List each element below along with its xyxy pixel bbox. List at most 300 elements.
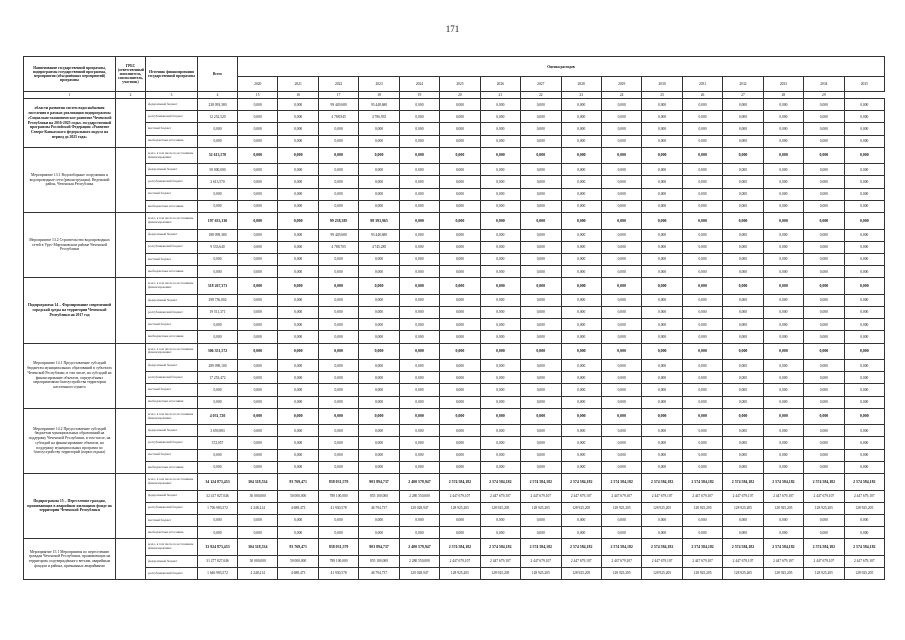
year-amount-cell: 0,000: [682, 514, 722, 526]
year-amount-cell: 0,000: [480, 449, 520, 461]
year-amount-cell: 0,000: [521, 408, 561, 425]
grbs-cell: [116, 343, 146, 408]
year-amount-cell: 0,000: [763, 514, 803, 526]
header-year: 2025: [440, 77, 480, 92]
year-amount-cell: 0,000: [561, 514, 601, 526]
year-amount-cell: 0,000: [804, 294, 844, 306]
funding-source-cell: республиканский бюджет: [146, 567, 198, 579]
year-amount-cell: 0,000: [278, 437, 318, 449]
year-amount-cell: 2 280 550,000: [399, 555, 439, 567]
table-row: [24, 229, 885, 241]
year-amount-cell: 838 031,579: [318, 474, 358, 491]
year-amount-cell: 0,000: [440, 449, 480, 461]
year-amount-cell: 0,000: [238, 253, 278, 265]
year-amount-cell: 2 447 679,107: [682, 555, 722, 567]
year-amount-cell: 0,000: [359, 360, 399, 372]
year-amount-cell: 0,000: [561, 343, 601, 360]
program-name-cell: Мероприятие 14.2 Предоставление субсидий бюджетам муниципальных образований на поддержку Чеченской Республики, в том числе, на субсидий на финансирование объектов, на поддержку муниципальных программ по благоустройству территорий (парки отдыха): [24, 408, 116, 473]
year-amount-cell: 0,000: [763, 408, 803, 425]
year-amount-cell: 2 447 679,107: [844, 555, 884, 567]
funding-source-cell: всего, в том числе по источникам финансирования:: [146, 278, 198, 295]
year-amount-cell: 0,000: [642, 241, 682, 253]
year-amount-cell: 0,000: [763, 135, 803, 147]
year-amount-cell: 0,000: [440, 306, 480, 318]
year-amount-cell: 0,000: [238, 176, 278, 188]
year-amount-cell: 128 925,205: [601, 567, 641, 579]
total-amount-cell: 306 351,572: [198, 343, 238, 360]
year-amount-cell: 0,000: [642, 147, 682, 164]
year-amount-cell: 0,000: [642, 319, 682, 331]
grbs-cell: [116, 213, 146, 278]
year-amount-cell: 0,000: [642, 188, 682, 200]
year-amount-cell: 0,000: [682, 99, 722, 111]
column-index-cell: 15: [238, 92, 278, 99]
year-amount-cell: 2 574 584,182: [723, 539, 763, 556]
year-amount-cell: 2 248,214: [238, 567, 278, 579]
year-amount-cell: 0,000: [318, 123, 358, 135]
year-amount-cell: 0,000: [682, 360, 722, 372]
year-amount-cell: 0,000: [521, 241, 561, 253]
year-amount-cell: 0,000: [682, 147, 722, 164]
year-amount-cell: 0,000: [561, 123, 601, 135]
year-amount-cell: 0,000: [642, 360, 682, 372]
year-amount-cell: 2 574 584,182: [480, 539, 520, 556]
total-amount-cell: 1 646 983,572: [198, 567, 238, 579]
year-amount-cell: 0,000: [844, 278, 884, 295]
year-amount-cell: 0,000: [399, 188, 439, 200]
year-amount-cell: 0,000: [278, 527, 318, 539]
table-row: [24, 474, 885, 491]
year-amount-cell: 0,000: [318, 372, 358, 384]
year-amount-cell: 0,000: [440, 396, 480, 408]
year-amount-cell: 2 574 584,182: [521, 539, 561, 556]
table-row: [24, 213, 885, 230]
column-index-cell: 24: [601, 92, 641, 99]
year-amount-cell: 0,000: [763, 372, 803, 384]
year-amount-cell: 0,000: [844, 331, 884, 343]
year-amount-cell: 0,000: [278, 135, 318, 147]
year-amount-cell: 0,000: [763, 331, 803, 343]
total-amount-cell: 289 098,100: [198, 360, 238, 372]
year-amount-cell: 0,000: [238, 437, 278, 449]
program-name-cell: Подпрограмма 15 – Переселение граждан, проживающих в аварийном жилищном фонде на территории Чеченской Республики: [24, 474, 116, 539]
year-amount-cell: 0,000: [399, 278, 439, 295]
total-amount-cell: 0,000: [198, 461, 238, 473]
year-amount-cell: 0,000: [561, 135, 601, 147]
year-amount-cell: 0,000: [238, 331, 278, 343]
year-amount-cell: 0,000: [723, 123, 763, 135]
year-amount-cell: 0,000: [480, 437, 520, 449]
column-index-cell: 25: [642, 92, 682, 99]
header-year: 2020: [238, 77, 278, 92]
year-amount-cell: 128 925,205: [440, 502, 480, 514]
total-amount-cell: 4 031,720: [198, 408, 238, 425]
year-amount-cell: 0,000: [318, 306, 358, 318]
year-amount-cell: 2 574 584,182: [642, 474, 682, 491]
year-amount-cell: 50 000,000: [278, 490, 318, 502]
year-amount-cell: 2 574 584,182: [682, 474, 722, 491]
year-amount-cell: 0,000: [642, 425, 682, 437]
year-amount-cell: 0,000: [642, 449, 682, 461]
funding-source-cell: федеральный бюджет: [146, 164, 198, 176]
funding-source-cell: внебюджетные источники: [146, 396, 198, 408]
year-amount-cell: 0,000: [844, 437, 884, 449]
year-amount-cell: 0,000: [440, 527, 480, 539]
year-amount-cell: 0,000: [723, 188, 763, 200]
year-amount-cell: 0,000: [642, 437, 682, 449]
total-amount-cell: 188 099,380: [198, 229, 238, 241]
table-row: [24, 319, 885, 331]
year-amount-cell: 0,000: [359, 200, 399, 212]
year-amount-cell: 0,000: [804, 527, 844, 539]
year-amount-cell: 0,000: [561, 527, 601, 539]
year-amount-cell: 0,000: [682, 188, 722, 200]
year-amount-cell: 2 447 679,107: [763, 555, 803, 567]
year-amount-cell: 0,000: [480, 408, 520, 425]
year-amount-cell: 0,000: [804, 437, 844, 449]
year-amount-cell: 0,000: [763, 266, 803, 278]
year-amount-cell: 0,000: [763, 425, 803, 437]
year-amount-cell: 0,000: [763, 396, 803, 408]
year-amount-cell: 0,000: [642, 111, 682, 123]
year-amount-cell: 0,000: [682, 123, 722, 135]
year-amount-cell: 0,000: [278, 266, 318, 278]
year-amount-cell: 0,000: [642, 527, 682, 539]
year-amount-cell: 0,000: [318, 319, 358, 331]
year-amount-cell: 0,000: [561, 437, 601, 449]
year-amount-cell: 0,000: [844, 213, 884, 230]
year-amount-cell: 0,000: [278, 360, 318, 372]
year-amount-cell: 0,000: [844, 527, 884, 539]
table-row: [24, 555, 885, 567]
year-amount-cell: 0,000: [318, 176, 358, 188]
year-amount-cell: 0,000: [238, 99, 278, 111]
year-amount-cell: 2 574 584,182: [440, 474, 480, 491]
page-number: 171: [445, 24, 460, 34]
grbs-cell: [116, 474, 146, 539]
header-expense-group: Оценка расходов: [238, 57, 885, 77]
year-amount-cell: 0,000: [359, 135, 399, 147]
year-amount-cell: 0,000: [278, 372, 318, 384]
year-amount-cell: 0,000: [601, 449, 641, 461]
year-amount-cell: 128 925,205: [763, 502, 803, 514]
year-amount-cell: 0,000: [642, 278, 682, 295]
year-amount-cell: 0,000: [318, 396, 358, 408]
column-index-cell: 26: [682, 92, 722, 99]
year-amount-cell: 30 000,000: [238, 555, 278, 567]
year-amount-cell: 0,000: [601, 306, 641, 318]
year-amount-cell: 0,000: [723, 437, 763, 449]
year-amount-cell: 0,000: [601, 135, 641, 147]
year-amount-cell: 0,000: [601, 384, 641, 396]
year-amount-cell: 0,000: [642, 229, 682, 241]
total-amount-cell: 50 000,000: [198, 164, 238, 176]
year-amount-cell: 0,000: [844, 360, 884, 372]
table-row: [24, 461, 885, 473]
year-amount-cell: 0,000: [278, 188, 318, 200]
year-amount-cell: 0,000: [238, 319, 278, 331]
year-amount-cell: 0,000: [359, 278, 399, 295]
year-amount-cell: 0,000: [763, 253, 803, 265]
funding-source-cell: всего, в том числе по источникам финансирования:: [146, 539, 198, 556]
year-amount-cell: 0,000: [399, 437, 439, 449]
funding-source-cell: местный бюджет: [146, 384, 198, 396]
header-grbs: ГРБС (ответственный исполнитель, соисполнитель, участник): [116, 57, 146, 92]
year-amount-cell: 0,000: [561, 253, 601, 265]
year-amount-cell: 0,000: [682, 241, 722, 253]
year-amount-cell: 0,000: [480, 135, 520, 147]
year-amount-cell: 0,000: [763, 306, 803, 318]
total-amount-cell: 33 924 873,453: [198, 539, 238, 556]
year-amount-cell: 0,000: [480, 294, 520, 306]
year-amount-cell: 0,000: [521, 437, 561, 449]
year-amount-cell: 2 574 584,182: [763, 474, 803, 491]
year-amount-cell: 2 447 679,107: [561, 490, 601, 502]
year-amount-cell: 0,000: [642, 294, 682, 306]
year-amount-cell: 128 925,205: [480, 567, 520, 579]
year-amount-cell: 128 925,205: [601, 502, 641, 514]
year-amount-cell: 128 925,205: [763, 567, 803, 579]
year-amount-cell: 0,000: [601, 343, 641, 360]
year-amount-cell: 0,000: [642, 176, 682, 188]
year-amount-cell: 2 574 584,182: [682, 539, 722, 556]
year-amount-cell: 0,000: [561, 164, 601, 176]
year-amount-cell: 0,000: [601, 331, 641, 343]
total-amount-cell: 298 756,002: [198, 294, 238, 306]
year-amount-cell: 0,000: [763, 384, 803, 396]
total-amount-cell: 0,000: [198, 331, 238, 343]
year-amount-cell: 0,000: [682, 294, 722, 306]
year-amount-cell: 128 925,205: [521, 502, 561, 514]
year-amount-cell: 2 447 679,107: [521, 555, 561, 567]
year-amount-cell: 4 688,473: [278, 502, 318, 514]
year-amount-cell: 0,000: [238, 461, 278, 473]
year-amount-cell: 0,000: [844, 111, 884, 123]
year-amount-cell: 0,000: [601, 425, 641, 437]
year-amount-cell: 838 031,579: [318, 539, 358, 556]
year-amount-cell: 0,000: [844, 449, 884, 461]
column-index-cell: 18: [359, 92, 399, 99]
year-amount-cell: 0,000: [561, 266, 601, 278]
total-amount-cell: 0,000: [198, 266, 238, 278]
year-amount-cell: 0,000: [278, 111, 318, 123]
funding-source-cell: федеральный бюджет: [146, 99, 198, 111]
year-amount-cell: 0,000: [763, 164, 803, 176]
year-amount-cell: 0,000: [844, 514, 884, 526]
funding-source-cell: местный бюджет: [146, 123, 198, 135]
year-amount-cell: 0,000: [318, 343, 358, 360]
year-amount-cell: 0,000: [480, 99, 520, 111]
year-amount-cell: 0,000: [844, 99, 884, 111]
year-amount-cell: 0,000: [238, 372, 278, 384]
year-amount-cell: 0,000: [844, 461, 884, 473]
year-amount-cell: 4 788,945: [318, 111, 358, 123]
year-amount-cell: 0,000: [278, 449, 318, 461]
year-amount-cell: 0,000: [238, 278, 278, 295]
table-body: [24, 92, 885, 580]
year-amount-cell: 0,000: [399, 461, 439, 473]
year-amount-cell: 0,000: [601, 241, 641, 253]
year-amount-cell: 0,000: [561, 213, 601, 230]
header-year: 2024: [399, 77, 439, 92]
year-amount-cell: 0,000: [804, 319, 844, 331]
year-amount-cell: 0,000: [521, 461, 561, 473]
year-amount-cell: 0,000: [682, 384, 722, 396]
year-amount-cell: 0,000: [601, 176, 641, 188]
year-amount-cell: 2 248,214: [238, 502, 278, 514]
year-amount-cell: 0,000: [359, 396, 399, 408]
total-amount-cell: 12 252,520: [198, 111, 238, 123]
funding-source-cell: федеральный бюджет: [146, 294, 198, 306]
total-amount-cell: 34 124 873,453: [198, 474, 238, 491]
year-amount-cell: 120 028,947: [399, 567, 439, 579]
year-amount-cell: 0,000: [278, 164, 318, 176]
year-amount-cell: 0,000: [359, 331, 399, 343]
total-amount-cell: 52 613,570: [198, 147, 238, 164]
table-row: [24, 176, 885, 188]
year-amount-cell: 0,000: [601, 319, 641, 331]
header-year: 2035: [844, 77, 884, 92]
year-amount-cell: 0,000: [440, 176, 480, 188]
year-amount-cell: 0,000: [763, 111, 803, 123]
funding-source-cell: внебюджетные источники: [146, 135, 198, 147]
year-amount-cell: 0,000: [844, 241, 884, 253]
year-amount-cell: 0,000: [844, 266, 884, 278]
year-amount-cell: 0,000: [318, 360, 358, 372]
year-amount-cell: 0,000: [238, 213, 278, 230]
year-amount-cell: 0,000: [723, 408, 763, 425]
year-amount-cell: 41 930,578: [318, 567, 358, 579]
total-amount-cell: 372,057: [198, 437, 238, 449]
funding-source-cell: республиканский бюджет: [146, 176, 198, 188]
year-amount-cell: 0,000: [480, 461, 520, 473]
year-amount-cell: 0,000: [359, 408, 399, 425]
year-amount-cell: 2 574 584,182: [642, 539, 682, 556]
year-amount-cell: 903 894,737: [359, 474, 399, 491]
table-row: [24, 408, 885, 425]
year-amount-cell: 0,000: [682, 135, 722, 147]
year-amount-cell: 0,000: [763, 461, 803, 473]
year-amount-cell: 0,000: [763, 449, 803, 461]
year-amount-cell: 0,000: [521, 147, 561, 164]
year-amount-cell: 0,000: [238, 164, 278, 176]
year-amount-cell: 0,000: [278, 200, 318, 212]
year-amount-cell: 0,000: [318, 527, 358, 539]
year-amount-cell: 0,000: [399, 147, 439, 164]
year-amount-cell: 0,000: [521, 331, 561, 343]
year-amount-cell: 0,000: [440, 319, 480, 331]
funding-source-cell: федеральный бюджет: [146, 425, 198, 437]
year-amount-cell: 0,000: [682, 425, 722, 437]
year-amount-cell: 0,000: [359, 384, 399, 396]
program-name-cell: области развития систем водоснабжения поселения в рамках реализации подпрограммы «Социально-экономическое развитие Чеченской Республики на 2016-2025 годы» государственной программы Российской Федерации «Развитие Северо-Кавказского федерального округа на период до 2025 года»: [24, 99, 116, 148]
header-year: 2023: [359, 77, 399, 92]
table-row: [24, 294, 885, 306]
year-amount-cell: 0,000: [601, 147, 641, 164]
year-amount-cell: 0,000: [763, 200, 803, 212]
year-amount-cell: 0,000: [682, 266, 722, 278]
year-amount-cell: 0,000: [682, 449, 722, 461]
year-amount-cell: 0,000: [480, 266, 520, 278]
year-amount-cell: 0,000: [723, 384, 763, 396]
year-amount-cell: 0,000: [844, 176, 884, 188]
year-amount-cell: 0,000: [399, 360, 439, 372]
year-amount-cell: 2 574 584,182: [763, 539, 803, 556]
year-amount-cell: 0,000: [238, 306, 278, 318]
year-amount-cell: 0,000: [440, 425, 480, 437]
year-amount-cell: 0,000: [844, 425, 884, 437]
total-amount-cell: 1 706 983,572: [198, 502, 238, 514]
year-amount-cell: 0,000: [359, 188, 399, 200]
year-amount-cell: 0,000: [723, 278, 763, 295]
year-amount-cell: 0,000: [723, 147, 763, 164]
year-amount-cell: 2 447 679,107: [521, 490, 561, 502]
year-amount-cell: 0,000: [440, 384, 480, 396]
year-amount-cell: 0,000: [399, 343, 439, 360]
year-amount-cell: 0,000: [318, 331, 358, 343]
year-amount-cell: 0,000: [804, 229, 844, 241]
year-amount-cell: 0,000: [399, 396, 439, 408]
year-amount-cell: 0,000: [642, 99, 682, 111]
year-amount-cell: 0,000: [844, 408, 884, 425]
year-amount-cell: 0,000: [399, 123, 439, 135]
funding-source-cell: внебюджетные источники: [146, 461, 198, 473]
year-amount-cell: 0,000: [318, 408, 358, 425]
year-amount-cell: 0,000: [278, 213, 318, 230]
year-amount-cell: 0,000: [723, 253, 763, 265]
year-amount-cell: 128 925,205: [723, 567, 763, 579]
year-amount-cell: 0,000: [844, 343, 884, 360]
year-amount-cell: 0,000: [723, 372, 763, 384]
table-row: [24, 539, 885, 556]
year-amount-cell: 0,000: [359, 527, 399, 539]
program-name-cell: Мероприятие 13.1 Водозаборные сооружения и водопроводные сети (реконструкция). Веденский район, Чеченская Республика: [24, 147, 116, 212]
column-index-cell: 2: [116, 92, 146, 99]
funding-source-cell: местный бюджет: [146, 514, 198, 526]
year-amount-cell: 0,000: [318, 147, 358, 164]
year-amount-cell: 0,000: [440, 135, 480, 147]
year-amount-cell: 0,000: [682, 319, 722, 331]
year-amount-cell: 0,000: [318, 164, 358, 176]
year-amount-cell: 2 447 679,107: [601, 490, 641, 502]
year-amount-cell: 0,000: [238, 384, 278, 396]
year-amount-cell: 2 447 679,107: [480, 555, 520, 567]
year-amount-cell: 0,000: [601, 294, 641, 306]
year-amount-cell: 0,000: [804, 253, 844, 265]
year-amount-cell: 0,000: [642, 514, 682, 526]
year-amount-cell: 0,000: [238, 360, 278, 372]
year-amount-cell: 128 925,205: [642, 502, 682, 514]
year-amount-cell: 0,000: [723, 294, 763, 306]
year-amount-cell: 2 574 584,182: [804, 474, 844, 491]
year-amount-cell: 0,000: [561, 396, 601, 408]
year-amount-cell: 0,000: [238, 123, 278, 135]
year-amount-cell: 0,000: [440, 331, 480, 343]
year-amount-cell: 41 930,578: [318, 502, 358, 514]
total-amount-cell: 17 253,472: [198, 372, 238, 384]
year-amount-cell: 0,000: [399, 135, 439, 147]
year-amount-cell: 2 574 584,182: [844, 539, 884, 556]
year-amount-cell: 0,000: [804, 514, 844, 526]
year-amount-cell: 0,000: [480, 527, 520, 539]
year-amount-cell: 0,000: [723, 343, 763, 360]
year-amount-cell: 0,000: [642, 266, 682, 278]
year-amount-cell: 0,000: [763, 176, 803, 188]
table-row: [24, 527, 885, 539]
year-amount-cell: 0,000: [399, 213, 439, 230]
year-amount-cell: 93 448,680: [359, 99, 399, 111]
year-amount-cell: 0,000: [642, 343, 682, 360]
